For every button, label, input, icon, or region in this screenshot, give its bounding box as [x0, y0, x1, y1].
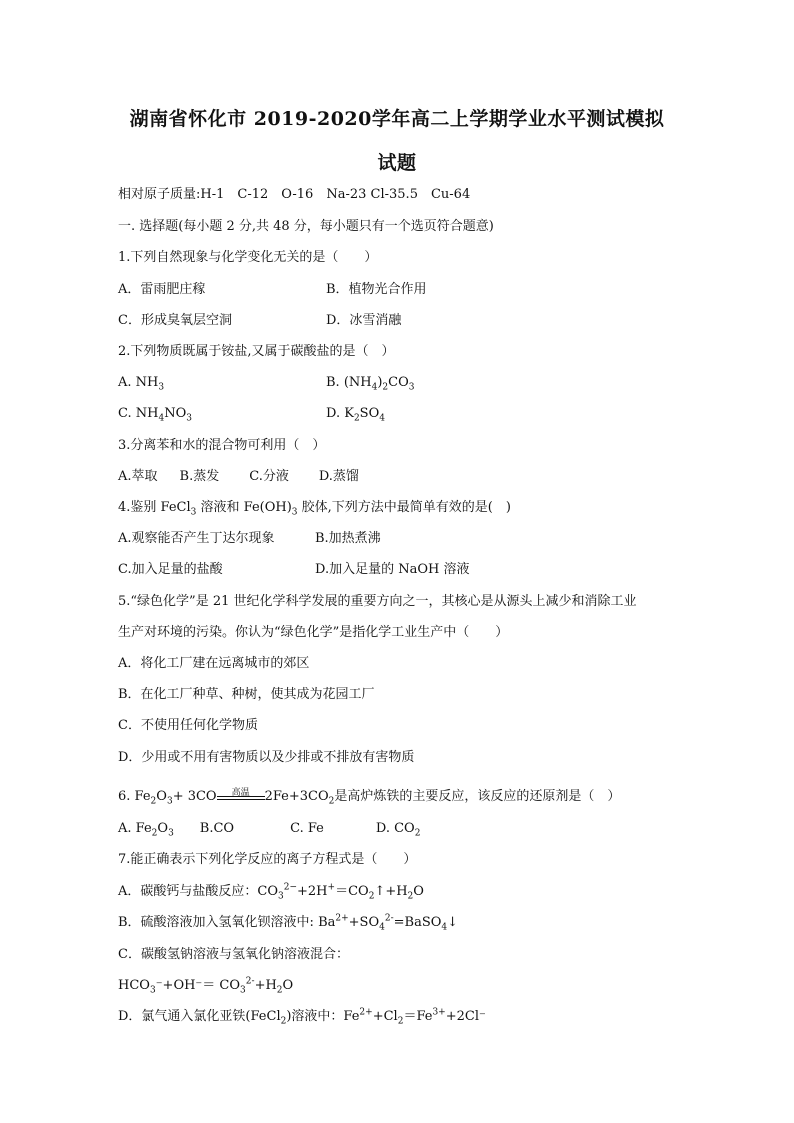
q6-option-b: B.CO	[199, 821, 235, 836]
q7-option-a: A．碳酸钙与盐酸反应：$CO_3^{2-}+2H^+=CO_2↑+H_2O$	[118, 882, 424, 902]
document-title-line1: 湖南省怀化市 2019-2020学年高二上学期学业水平测试模拟	[129, 108, 665, 130]
reaction-condition-label: 高温	[231, 787, 250, 798]
q3-stem: 3.分离苯和水的混合物可利用（ ）	[118, 438, 326, 453]
q4-option-b: B.加热煮沸	[315, 531, 381, 546]
section-heading: 一. 选择题(每小题 2 分,共 48 分，每小题只有一个选页符合题意)	[118, 219, 494, 234]
q5-option-b: B．在化工厂种草、种树，使其成为花园工厂	[118, 687, 375, 702]
q3-option-a: A.萃取	[118, 469, 158, 484]
q6-stem-tail: 是高炉炼铁的主要反应，该反应的还原剂是（ ）	[334, 789, 621, 804]
q7-stem: 7.能正确表示下列化学反应的离子方程式是（ ）	[118, 852, 417, 867]
q7-option-c-equation: $HCO_3^-+OH^-= CO_3^{2-}+H_2O$	[118, 976, 294, 996]
q6-options	[118, 820, 420, 838]
q2-option-b: B. $(NH_4)_2CO_3$	[326, 375, 415, 393]
q6-option-d: D. $CO_2$	[375, 821, 421, 839]
q3-option-c: C.分液	[249, 469, 289, 484]
q1-option-d: D．冰雪消融	[326, 313, 402, 328]
q1-option-b: B．植物光合作用	[326, 282, 427, 297]
q2-option-a: A. $NH_3$	[118, 375, 165, 393]
q5-stem-line1: 5.“绿色化学”是 21 世纪化学科学发展的重要方向之一，其核心是从源头上减少和消除工业	[118, 594, 637, 609]
q2-stem: 2.下列物质既属于铵盐,又属于碳酸盐的是（ ）	[118, 344, 395, 359]
q5-option-a: A．将化工厂建在远离城市的郊区	[118, 656, 310, 671]
q5-option-d: D．少用或不用有害物质以及少排或不排放有害物质	[118, 750, 415, 765]
q5-option-c: C．不使用任何化学物质	[118, 718, 258, 733]
q1-stem: 1.下列自然现象与化学变化无关的是（ ）	[118, 250, 378, 265]
reaction-condition-arrow	[217, 787, 265, 804]
document-title-line2: 试题	[377, 152, 417, 174]
q4-stem: 4.鉴别 FeCl$_3$ 溶液和 $Fe(OH)_3$ 胶体,下列方法中最简单有效的是( )	[118, 500, 511, 518]
q3-option-b: B.蒸发	[179, 469, 220, 484]
q7-option-c: C．碳酸氢钠溶液与氢氧化钠溶液混合：	[118, 947, 349, 962]
q2-option-c: C. $NH_4NO_3$	[118, 406, 192, 424]
q6-stem: 6. $Fe_2O_3+ 3CO$ 高温 $2Fe+3CO_2$是高炉炼铁的主要反应，该反应的还原剂是（ ）	[118, 788, 620, 806]
atomic-mass-line: 相对原子质量:H-1 C-12 O-16 Na-23 Cl-35.5 Cu-64	[118, 187, 471, 202]
q3-options	[118, 468, 359, 486]
q2-option-d: D. $K_2SO_4$	[326, 406, 385, 424]
q5-stem-line2: 生产对环境的污染。你认为“绿色化学”是指化学工业生产中（ ）	[118, 625, 509, 640]
q4-option-a: A.观察能否产生丁达尔现象	[118, 531, 275, 546]
q6-option-c: C. Fe	[290, 821, 324, 836]
q1-option-c: C．形成臭氧层空洞	[118, 313, 232, 328]
q3-option-d: D.蒸馏	[318, 469, 359, 484]
q7-option-b: B．硫酸溶液加入氢氧化钡溶液中: $Ba^{2+}+SO_4^{2-}=BaSO_4↓$	[118, 913, 459, 933]
q4-option-c: C.加入足量的盐酸	[118, 562, 223, 577]
q4-option-d: D.加入足量的 NaOH 溶液	[315, 562, 470, 577]
q6-option-a: A. $Fe_2O_3$	[118, 821, 174, 839]
q1-option-a: A．雷雨肥庄稼	[118, 282, 206, 297]
q7-option-d: D．氯气通入氯化亚铁(FeCl$_2$)溶液中：$Fe^{2+}+Cl_2=Fe^{3+}+2Cl^-$	[118, 1007, 486, 1027]
